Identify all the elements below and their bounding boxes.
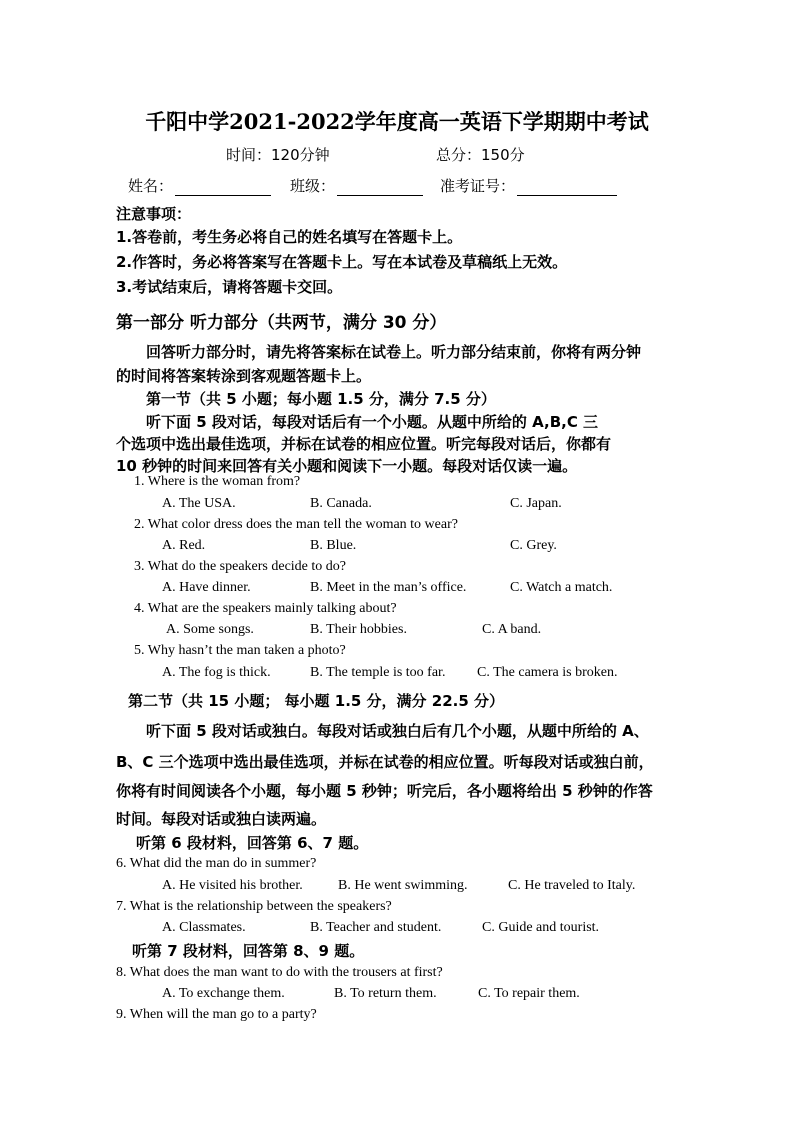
section2-instr-line1: 听下面 5 段对话或独白。每段对话或独白后有几个小题，从题中所给的 A、 bbox=[146, 722, 649, 740]
exam-total-score: 总分：150分 bbox=[436, 146, 525, 164]
q5-option-a: A. The fog is thick. bbox=[162, 665, 271, 680]
exam-time: 时间：120分钟 bbox=[226, 146, 330, 164]
section1-instr-line1: 听下面 5 段对话，每段对话后有一个小题。从题中所给的 A,B,C 三 bbox=[146, 413, 599, 431]
notice-item-3: 3.考试结束后，请将答题卡交回。 bbox=[116, 278, 343, 296]
q4-option-a: A. Some songs. bbox=[166, 622, 254, 637]
notice-item-2: 2.作答时，务必将答案写在答题卡上。写在本试卷及草稿纸上无效。 bbox=[116, 253, 568, 271]
q8-option-c: C. To repair them. bbox=[478, 986, 580, 1001]
q6-option-a: A. He visited his brother. bbox=[162, 878, 303, 893]
q5-option-b: B. The temple is too far. bbox=[310, 665, 446, 680]
q4-option-b: B. Their hobbies. bbox=[310, 622, 407, 637]
class-field bbox=[290, 175, 423, 196]
notice-item-1: 1.答卷前，考生务必将自己的姓名填写在答题卡上。 bbox=[116, 228, 463, 246]
q7-option-c: C. Guide and tourist. bbox=[482, 920, 600, 935]
q6-option-c: C. He traveled to Italy. bbox=[508, 878, 636, 893]
q3-option-c: C. Watch a match. bbox=[510, 580, 613, 595]
question-3: 3. What do the speakers decide to do? bbox=[134, 559, 347, 574]
id-label: 准考证号： bbox=[440, 177, 516, 195]
exam-title: 千阳中学2021-2022学年度高一英语下学期期中考试 bbox=[145, 109, 649, 134]
question-1: 1. Where is the woman from? bbox=[134, 474, 301, 489]
q4-option-c: C. A band. bbox=[482, 622, 542, 637]
name-label: 姓名： bbox=[128, 177, 174, 195]
q2-option-b: B. Blue. bbox=[310, 538, 357, 553]
question-9: 9. When will the man go to a party? bbox=[116, 1007, 317, 1022]
q2-option-a: A. Red. bbox=[162, 538, 206, 553]
q6-option-b: B. He went swimming. bbox=[338, 878, 468, 893]
q7-option-a: A. Classmates. bbox=[162, 920, 246, 935]
question-4: 4. What are the speakers mainly talking about? bbox=[134, 601, 397, 616]
question-5: 5. Why hasn’t the man taken a photo? bbox=[134, 643, 346, 658]
section2-instr-line4: 时间。每段对话或独白读两遍。 bbox=[116, 810, 327, 828]
id-blank bbox=[517, 180, 617, 196]
section1-heading: 第一节（共 5 小题；每小题 1.5 分，满分 7.5 分） bbox=[146, 390, 496, 408]
section2-heading: 第二节（共 15 小题； 每小题 1.5 分，满分 22.5 分） bbox=[128, 692, 505, 710]
q1-option-a: A. The USA. bbox=[162, 496, 236, 511]
name-field bbox=[128, 175, 271, 196]
question-8: 8. What does the man want to do with the trousers at first? bbox=[116, 965, 443, 980]
id-field bbox=[440, 175, 617, 196]
part1-heading: 第一部分 听力部分（共两节，满分 30 分） bbox=[116, 313, 447, 333]
q3-option-a: A. Have dinner. bbox=[162, 580, 251, 595]
section1-instr-line3: 10 秒钟的时间来回答有关小题和阅读下一小题。每段对话仅读一遍。 bbox=[116, 457, 578, 475]
q8-option-a: A. To exchange them. bbox=[162, 986, 285, 1001]
material-7-heading: 听第 7 段材料，回答第 8、9 题。 bbox=[132, 942, 365, 960]
section1-instr-line2: 个选项中选出最佳选项，并标在试卷的相应位置。听完每段对话后，你都有 bbox=[116, 435, 612, 453]
question-2: 2. What color dress does the man tell the woman to wear? bbox=[134, 517, 458, 532]
q1-option-b: B. Canada. bbox=[310, 496, 372, 511]
q7-option-b: B. Teacher and student. bbox=[310, 920, 442, 935]
part1-intro-line1: 回答听力部分时，请先将答案标在试卷上。听力部分结束前，你将有两分钟 bbox=[146, 343, 642, 361]
q1-option-c: C. Japan. bbox=[510, 496, 562, 511]
q8-option-b: B. To return them. bbox=[334, 986, 437, 1001]
q2-option-c: C. Grey. bbox=[510, 538, 557, 553]
notice-heading: 注意事项： bbox=[116, 205, 192, 223]
material-6-heading: 听第 6 段材料，回答第 6、7 题。 bbox=[136, 834, 369, 852]
section2-instr-line2: B、C 三个选项中选出最佳选项，并标在试卷的相应位置。听每段对话或独白前， bbox=[116, 753, 654, 771]
q5-option-c: C. The camera is broken. bbox=[477, 665, 618, 680]
class-blank bbox=[337, 180, 423, 196]
name-blank bbox=[175, 180, 271, 196]
question-6: 6. What did the man do in summer? bbox=[116, 856, 317, 871]
part1-intro-line2: 的时间将答案转涂到客观题答题卡上。 bbox=[116, 367, 372, 385]
question-7: 7. What is the relationship between the speakers? bbox=[116, 899, 392, 914]
class-label: 班级： bbox=[290, 177, 336, 195]
section2-instr-line3: 你将有时间阅读各个小题，每小题 5 秒钟；听完后，各小题将给出 5 秒钟的作答 bbox=[116, 782, 653, 800]
q3-option-b: B. Meet in the man’s office. bbox=[310, 580, 467, 595]
